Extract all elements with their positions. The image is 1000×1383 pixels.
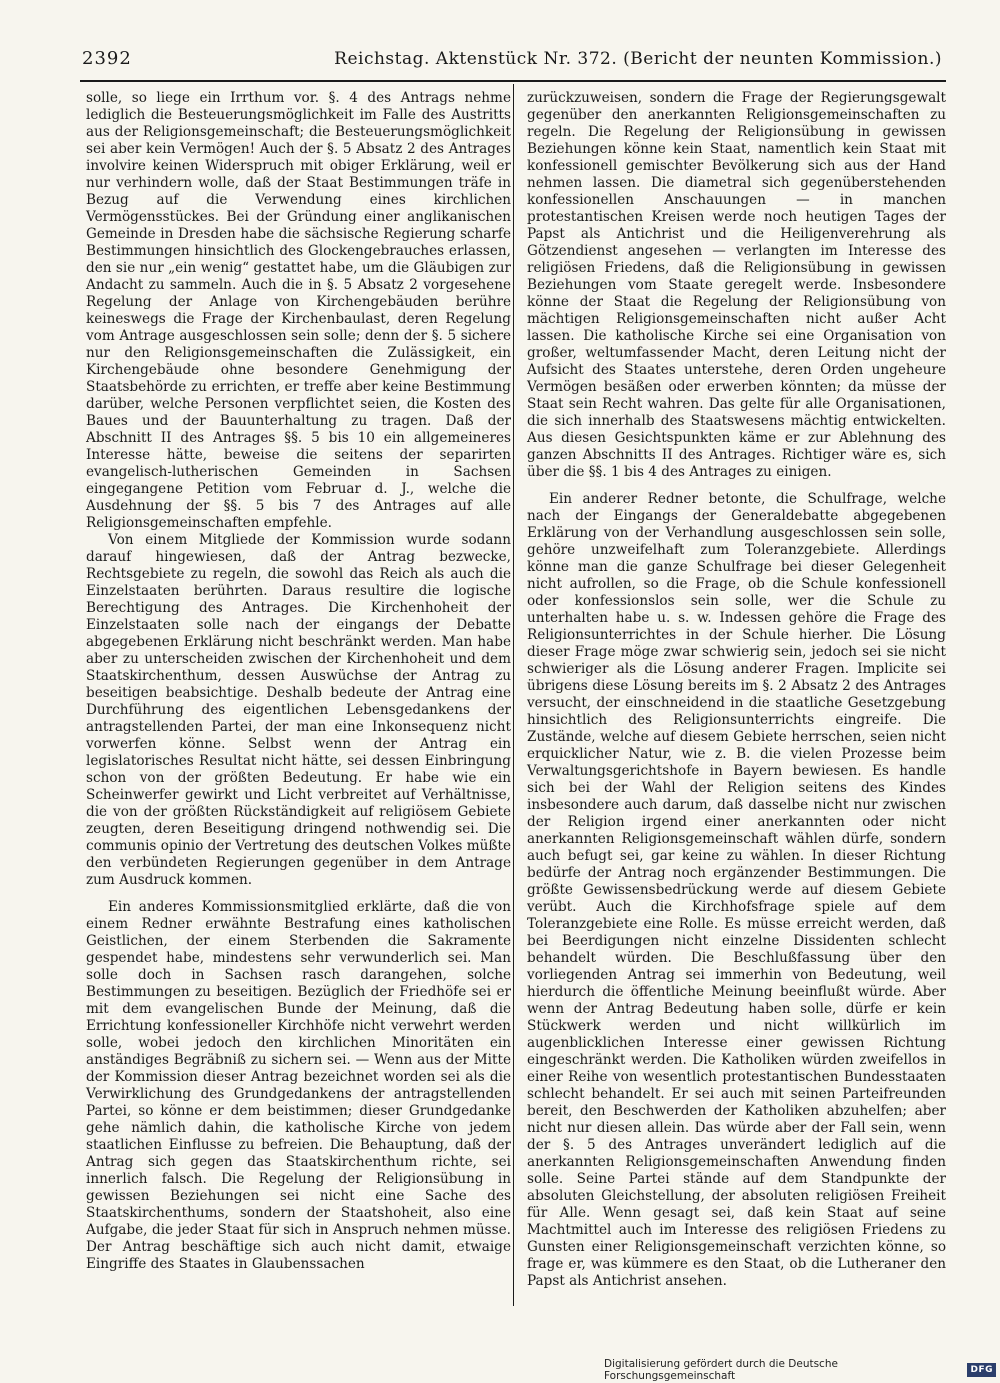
paragraph: Ein anderes Kommissionsmitglied erklärte, daß die von einem Redner erwähnte Bestrafung eines katholischen Geistlichen, der einem Sterbenden die Sakramente gespendet habe, mindestens sehr verwunderlich sei. Man solle doch in Sachsen rasch darangehen, solche Bestimmungen zu beseitigen. Bezüglich der Friedhöfe sei er mit dem evangelischen Bunde der Meinung, daß die Errichtung konfessioneller Kirchhöfe nicht verwehrt werden solle, wobei jedoch den kirchlichen Minoritäten ein anständiges Begräbniß zu sichern sei. — Wenn aus der Mitte der Kommission dieser Antrag bezeichnet worden sei als die Verwirklichung des Grundgedankens der antragstellenden Partei, so könne er dem beistimmen; dieser Grundgedanke gehe nämlich dahin, die katholische Kirche von jedem staatlichen Einflusse zu befreien. Die Behauptung, daß der Antrag sich gegen das Staatskirchenthum richte, sei innerlich falsch. Die Regelung der Religionsübung in gewissen Beziehungen sei nicht eine Sache des Staatskirchenthums, sondern der Staatshoheit, also eine Aufgabe, die jeder Staat für sich in Anspruch nehmen müsse. Der Antrag beschäftige sich auch nicht damit, etwaige Eingriffe des Staates in Glaubenssachen: [86, 899, 511, 1272]
paragraph: zurückzuweisen, sondern die Frage der Regierungsgewalt gegenüber den anerkannten Religionsgemeinschaften zu regeln. Die Regelung der Religionsübung in gewissen Beziehungen könne kein Staat, namentlich kein Staat mit konfessionell gemischter Bevölkerung sich aus der Hand nehmen lassen. Die diametral sich gegenüberstehenden konfessionellen Anschauungen — in manchen protestantischen Kreisen werde noch heutigen Tages der Papst als Antichrist und die Heiligenverehrung als Götzendienst angesehen — verlangten im Interesse des religiösen Friedens, daß die Religionsübung in gewissen Beziehungen vom Staate geregelt werde. Insbesondere könne der Staat die Regelung der Religionsübung von mächtigen Religionsgemeinschaften nicht außer Acht lassen. Die katholische Kirche sei eine Organisation von großer, weltumfassender Macht, deren Leitung nicht der Aufsicht des Staates unterstehe, deren Orden ungeheure Vermögen besäßen oder erwerben könnten; da müsse der Staat sein Recht wahren. Das gelte für alle Organisationen, die sich innerhalb des Staatswesens mächtig entwickelten. Aus diesen Gesichtspunkten käme er zur Ablehnung des ganzen Abschnitts II des Antrages. Richtiger wäre es, sich über die §§. 1 bis 4 des Antrages zu einigen.: [527, 90, 946, 480]
running-header: [82, 48, 942, 78]
running-title: Reichstag. Aktenstück Nr. 372. (Bericht der neunten Kommission.): [334, 49, 942, 69]
paragraph: Von einem Mitgliede der Kommission wurde sodann darauf hingewiesen, daß der Antrag bezwecke, Rechtsgebiete zu regeln, die sowohl das Reich als auch die Einzelstaaten berührten. Daraus resultire die logische Berechtigung des Antrages. Die Kirchenhoheit der Einzelstaaten solle nach der eingangs der Debatte abgegebenen Erklärung nicht beschränkt werden. Man habe aber zu unterscheiden zwischen der Kirchenhoheit und dem Staatskirchenthum, dessen Auswüchse der Antrag zu beseitigen beabsichtige. Deshalb bedeute der Antrag eine Durchführung des eigentlichen Lebensgedankens der antragstellenden Partei, der man eine Inkonsequenz nicht vorwerfen könne. Selbst wenn der Antrag ein legislatorisches Resultat nicht hätte, sei dessen Einbringung schon von der größten Bedeutung. Er habe wie ein Scheinwerfer gewirkt und Licht verbreitet auf Verhältnisse, die von der größten Rückständigkeit auf religiösem Gebiete zeugten, deren Beseitigung dringend nothwendig sei. Die communis opinio der Vertretung des deutschen Volkes müßte den verbündeten Regierungen gegenüber in dem Antrage zum Ausdruck kommen.: [86, 532, 511, 888]
column-divider: [513, 84, 514, 1306]
paragraph: solle, so liege ein Irrthum vor. §. 4 des Antrags nehme lediglich die Besteuerungsmöglichkeit im Falle des Austritts aus der Religionsgemeinschaft; die Besteuerungsmöglichkeit sei aber kein Vermögen! Auch der §. 5 Absatz 2 des Antrages involvire keinen Widerspruch mit obiger Erklärung, weil er nur verhindern wolle, daß der Staat Bestimmungen träfe in Bezug auf die Verwendung eines kirchlichen Vermögensstückes. Bei der Gründung einer anglikanischen Gemeinde in Dresden habe die sächsische Regierung scharfe Bestimmungen hinsichtlich des Glockengebrauches erlassen, den sie nur „ein wenig“ gestattet habe, um die Gläubigen zur Andacht zu sammeln. Auch die in §. 5 Absatz 2 vorgesehene Regelung der Anlage von Kirchengebäuden berühre keineswegs die Frage der Kirchenbaulast, deren Regelung vom Antrage ausgeschlossen sein solle; denn der §. 5 sichere nur den Religionsgemeinschaften die Zulässigkeit, ein Kirchengebäude ohne besondere Genehmigung der Staatsbehörde zu errichten, er treffe aber keine Bestimmung darüber, welche Personen verpflichtet seien, die Kosten des Baues und der Bauunterhaltung zu tragen. Daß der Abschnitt II des Antrages §§. 5 bis 10 ein allgemeineres Interesse hätte, beweise die seitens der separirten evangelisch-lutherischen Gemeinden in Sachsen eingegangene Petition vom Februar d. J., welche die Ausdehnung der §§. 5 bis 7 des Antrages auf alle Religionsgemeinschaften empfehle.: [86, 90, 511, 531]
page-number: 2392: [82, 48, 132, 69]
digitization-credit: [604, 1358, 996, 1382]
dfg-logo-icon: DFG: [967, 1363, 996, 1377]
right-column: [527, 90, 946, 1290]
paragraph: Ein anderer Redner betonte, die Schulfrage, welche nach der Eingangs der Generaldebatte abgegebenen Erklärung von der Verhandlung ausgeschlossen sein solle, gehöre unzweifelhaft zum Toleranzgebiete. Allerdings könne man die ganze Schulfrage bei dieser Gelegenheit nicht aufrollen, so die Frage, ob die Schule konfessionell oder konfessionslos sein solle, wer die Schule zu unterhalten habe u. s. w. Indessen gehöre die Frage des Religionsunterrichtes in der Schule hierher. Die Lösung dieser Frage möge zwar schwierig sein, jedoch sei sie nicht schwieriger als die Lösung anderer Fragen. Implicite sei übrigens diese Lösung bereits im §. 2 Absatz 2 des Antrages versucht, der einschneidend in die staatliche Gesetzgebung hinsichtlich des Religionsunterrichts eingreife. Die Zustände, welche auf diesem Gebiete herrschen, seien nicht erquicklicher Natur, wie z. B. die vielen Prozesse beim Verwaltungsgerichtshofe in Bayern bewiesen. Es handle sich bei der Wahl der Religion seitens des Kindes insbesondere auch darum, daß dasselbe nicht nur zwischen der Religion irgend einer anerkannten oder nicht anerkannten Religionsgemeinschaft wählen dürfe, sondern auch befugt sei, gar keine zu wählen. In dieser Richtung bedürfe der Antrag noch ergänzender Bestimmungen. Die größte Gewissensbedrückung werde auf diesem Gebiete verübt. Auch die Kirchhofsfrage spiele auf dem Toleranzgebiete eine Rolle. Es müsse erreicht werden, daß bei Beerdigungen nicht einzelne Dissidenten schlecht behandelt würden. Die Beschlußfassung über den vorliegenden Antrag sei immerhin von Bedeutung, weil hierdurch die öffentliche Meinung beeinflußt würde. Aber wenn der Antrag Bedeutung haben solle, dürfe er kein Stückwerk werden und nicht willkürlich im augenblicklichen Interesse einer gewissen Richtung eingeschränkt werden. Die Katholiken würden zweifellos in einer Reihe von wesentlich protestantischen Bundesstaaten schlecht behandelt. Er sei auch mit seinen Parteifreunden bereit, den Beschwerden der Katholiken abzuhelfen; aber nicht nur diesen allein. Das würde aber der Fall sein, wenn der §. 5 des Antrages unverändert lediglich auf die anerkannten Religionsgemeinschaften Anwendung finden solle. Seine Partei stände auf dem Standpunkte der absoluten Gleichstellung, der absoluten religiösen Freiheit für Alle. Wenn gesagt sei, daß kein Staat auf seine Machtmittel auch im Interesse des religiösen Friedens zu Gunsten einer Religionsgemeinschaft verzichten könne, so frage er, was kümmere es den Staat, ob die Lutheraner den Papst als Antichrist ansehen.: [527, 491, 946, 1289]
credit-text: Digitalisierung gefördert durch die Deutsche Forschungsgemeinschaft: [604, 1358, 838, 1382]
left-column: [86, 90, 511, 1273]
header-rule: [80, 80, 946, 82]
